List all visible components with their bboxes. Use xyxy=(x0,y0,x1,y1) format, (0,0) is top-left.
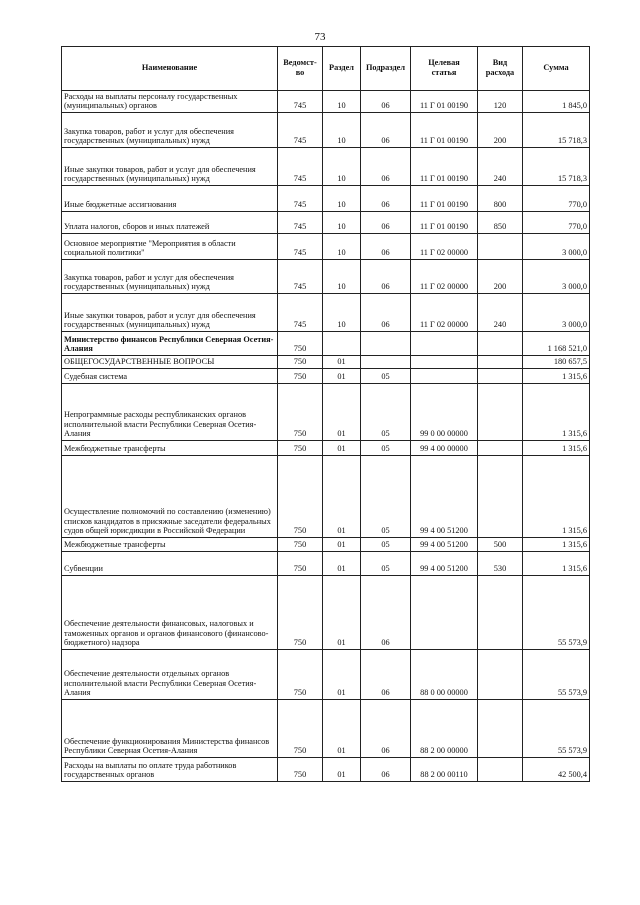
page-number: 73 xyxy=(314,31,326,43)
cell-sum: 1 315,6 xyxy=(523,538,590,552)
cell-subsection: 06 xyxy=(361,186,411,212)
header-sum: Сумма xyxy=(523,47,590,91)
cell-sum: 55 573,9 xyxy=(523,700,590,758)
cell-target: 99 4 00 51200 xyxy=(411,538,478,552)
cell-sum: 770,0 xyxy=(523,212,590,234)
cell-name: Иные закупки товаров, работ и услуг для обеспечения государственных (муниципальных) нужд xyxy=(62,294,278,332)
cell-name: Субвенции xyxy=(62,552,278,576)
cell-dept: 745 xyxy=(278,91,323,113)
table-row xyxy=(62,294,590,332)
cell-target: 11 Г 01 00190 xyxy=(411,186,478,212)
cell-dept: 750 xyxy=(278,576,323,650)
cell-section: 01 xyxy=(323,758,361,782)
cell-subsection: 06 xyxy=(361,576,411,650)
cell-dept: 750 xyxy=(278,384,323,441)
cell-section: 10 xyxy=(323,294,361,332)
cell-name: Закупка товаров, работ и услуг для обеспечения государственных (муниципальных) нужд xyxy=(62,260,278,294)
cell-target: 11 Г 02 00000 xyxy=(411,294,478,332)
cell-subsection: 06 xyxy=(361,234,411,260)
cell-kind: 240 xyxy=(478,148,523,186)
cell-target: 11 Г 02 00000 xyxy=(411,234,478,260)
table-row xyxy=(62,538,590,552)
cell-dept: 745 xyxy=(278,186,323,212)
cell-dept: 745 xyxy=(278,212,323,234)
header-name: Наименование xyxy=(62,47,278,91)
cell-name: Судебная система xyxy=(62,369,278,384)
cell-section: 01 xyxy=(323,552,361,576)
cell-kind xyxy=(478,356,523,369)
cell-section: 01 xyxy=(323,369,361,384)
cell-section: 10 xyxy=(323,91,361,113)
cell-section: 01 xyxy=(323,538,361,552)
cell-subsection: 05 xyxy=(361,538,411,552)
cell-subsection xyxy=(361,356,411,369)
cell-sum: 3 000,0 xyxy=(523,234,590,260)
cell-kind xyxy=(478,700,523,758)
cell-dept: 745 xyxy=(278,113,323,148)
cell-name: Межбюджетные трансферты xyxy=(62,441,278,456)
header-subsection: Подраздел xyxy=(361,47,411,91)
cell-name: Осуществление полномочий по составлению (изменению) списков кандидатов в присяжные заседатели федеральных судов общей юрисдикции в Российской Федерации xyxy=(62,456,278,538)
cell-subsection: 06 xyxy=(361,260,411,294)
cell-sum: 15 718,3 xyxy=(523,148,590,186)
cell-sum: 15 718,3 xyxy=(523,113,590,148)
table-row xyxy=(62,234,590,260)
cell-kind: 200 xyxy=(478,113,523,148)
cell-target: 11 Г 01 00190 xyxy=(411,212,478,234)
table-header-row xyxy=(62,47,590,91)
cell-section: 01 xyxy=(323,356,361,369)
cell-kind xyxy=(478,758,523,782)
cell-kind xyxy=(478,384,523,441)
cell-subsection: 06 xyxy=(361,212,411,234)
cell-subsection: 05 xyxy=(361,552,411,576)
header-section: Раздел xyxy=(323,47,361,91)
cell-dept: 750 xyxy=(278,552,323,576)
cell-kind xyxy=(478,234,523,260)
cell-target: 99 0 00 00000 xyxy=(411,384,478,441)
table-row xyxy=(62,212,590,234)
cell-dept: 745 xyxy=(278,234,323,260)
table-row xyxy=(62,369,590,384)
cell-sum: 1 315,6 xyxy=(523,441,590,456)
cell-name: Иные закупки товаров, работ и услуг для обеспечения государственных (муниципальных) нужд xyxy=(62,148,278,186)
table-row xyxy=(62,260,590,294)
cell-subsection: 06 xyxy=(361,650,411,700)
cell-dept: 750 xyxy=(278,650,323,700)
cell-sum: 55 573,9 xyxy=(523,650,590,700)
cell-target: 99 4 00 00000 xyxy=(411,441,478,456)
cell-sum: 1 845,0 xyxy=(523,91,590,113)
table-row xyxy=(62,700,590,758)
cell-target: 99 4 00 51200 xyxy=(411,552,478,576)
cell-target xyxy=(411,332,478,356)
cell-dept: 750 xyxy=(278,356,323,369)
cell-section: 10 xyxy=(323,212,361,234)
cell-sum: 55 573,9 xyxy=(523,576,590,650)
cell-target: 11 Г 02 00000 xyxy=(411,260,478,294)
cell-subsection: 05 xyxy=(361,441,411,456)
cell-dept: 750 xyxy=(278,456,323,538)
cell-sum: 1 168 521,0 xyxy=(523,332,590,356)
cell-sum: 180 657,5 xyxy=(523,356,590,369)
cell-target: 88 2 00 00110 xyxy=(411,758,478,782)
cell-subsection: 06 xyxy=(361,148,411,186)
cell-kind xyxy=(478,441,523,456)
cell-sum: 1 315,6 xyxy=(523,456,590,538)
cell-dept: 745 xyxy=(278,148,323,186)
cell-subsection: 06 xyxy=(361,113,411,148)
cell-section: 01 xyxy=(323,441,361,456)
table-row xyxy=(62,650,590,700)
cell-sum: 1 315,6 xyxy=(523,552,590,576)
cell-name: Расходы на выплаты по оплате труда работников государственных органов xyxy=(62,758,278,782)
table-row xyxy=(62,576,590,650)
cell-dept: 750 xyxy=(278,441,323,456)
cell-name: Непрограммные расходы республиканских органов исполнительной власти Республики Северная Осетия-Алания xyxy=(62,384,278,441)
cell-dept: 750 xyxy=(278,332,323,356)
cell-section xyxy=(323,332,361,356)
cell-kind: 530 xyxy=(478,552,523,576)
cell-section: 01 xyxy=(323,650,361,700)
table-row xyxy=(62,384,590,441)
table-row xyxy=(62,148,590,186)
cell-target: 88 2 00 00000 xyxy=(411,700,478,758)
cell-kind: 850 xyxy=(478,212,523,234)
table-row xyxy=(62,91,590,113)
cell-name: Закупка товаров, работ и услуг для обеспечения государственных (муниципальных) нужд xyxy=(62,113,278,148)
cell-target xyxy=(411,369,478,384)
cell-kind: 500 xyxy=(478,538,523,552)
cell-name: ОБЩЕГОСУДАРСТВЕННЫЕ ВОПРОСЫ xyxy=(62,356,278,369)
cell-target: 88 0 00 00000 xyxy=(411,650,478,700)
cell-subsection xyxy=(361,332,411,356)
cell-name: Министерство финансов Республики Северная Осетия-Алания xyxy=(62,332,278,356)
cell-kind: 200 xyxy=(478,260,523,294)
table-row xyxy=(62,186,590,212)
table-row xyxy=(62,332,590,356)
cell-dept: 750 xyxy=(278,758,323,782)
table-row xyxy=(62,552,590,576)
cell-name: Обеспечение функционирования Министерства финансов Республики Северная Осетия-Алания xyxy=(62,700,278,758)
cell-target xyxy=(411,356,478,369)
cell-sum: 1 315,6 xyxy=(523,384,590,441)
cell-section: 10 xyxy=(323,186,361,212)
table-row xyxy=(62,456,590,538)
cell-target: 11 Г 01 00190 xyxy=(411,113,478,148)
cell-target: 11 Г 01 00190 xyxy=(411,91,478,113)
cell-section: 10 xyxy=(323,148,361,186)
cell-kind xyxy=(478,332,523,356)
header-target: Целевая статья xyxy=(411,47,478,91)
cell-section: 10 xyxy=(323,113,361,148)
cell-section: 10 xyxy=(323,260,361,294)
table-row xyxy=(62,113,590,148)
cell-dept: 745 xyxy=(278,260,323,294)
table-row xyxy=(62,758,590,782)
cell-sum: 3 000,0 xyxy=(523,294,590,332)
cell-section: 10 xyxy=(323,234,361,260)
cell-subsection: 06 xyxy=(361,91,411,113)
cell-dept: 750 xyxy=(278,700,323,758)
cell-kind xyxy=(478,456,523,538)
cell-kind xyxy=(478,650,523,700)
cell-name: Обеспечение деятельности отдельных органов исполнительной власти Республики Северная Осетия-Алания xyxy=(62,650,278,700)
cell-sum: 3 000,0 xyxy=(523,260,590,294)
cell-subsection: 06 xyxy=(361,758,411,782)
cell-kind xyxy=(478,576,523,650)
cell-dept: 745 xyxy=(278,294,323,332)
cell-subsection: 06 xyxy=(361,294,411,332)
cell-target: 11 Г 01 00190 xyxy=(411,148,478,186)
cell-kind: 800 xyxy=(478,186,523,212)
cell-sum: 1 315,6 xyxy=(523,369,590,384)
cell-name: Обеспечение деятельности финансовых, налоговых и таможенных органов и органов финансового (финансово-бюджетного) надзора xyxy=(62,576,278,650)
cell-name: Уплата налогов, сборов и иных платежей xyxy=(62,212,278,234)
cell-name: Межбюджетные трансферты xyxy=(62,538,278,552)
cell-section: 01 xyxy=(323,456,361,538)
cell-sum: 42 500,4 xyxy=(523,758,590,782)
cell-name: Иные бюджетные ассигнования xyxy=(62,186,278,212)
cell-subsection: 06 xyxy=(361,700,411,758)
cell-kind: 240 xyxy=(478,294,523,332)
cell-kind xyxy=(478,369,523,384)
table-row xyxy=(62,356,590,369)
cell-section: 01 xyxy=(323,384,361,441)
cell-dept: 750 xyxy=(278,538,323,552)
cell-dept: 750 xyxy=(278,369,323,384)
cell-kind: 120 xyxy=(478,91,523,113)
header-kind: Вид расхода xyxy=(478,47,523,91)
cell-subsection: 05 xyxy=(361,456,411,538)
budget-table xyxy=(61,46,590,782)
cell-sum: 770,0 xyxy=(523,186,590,212)
cell-target xyxy=(411,576,478,650)
cell-target: 99 4 00 51200 xyxy=(411,456,478,538)
table-body xyxy=(62,91,590,782)
cell-name: Расходы на выплаты персоналу государственных (муниципальных) органов xyxy=(62,91,278,113)
cell-subsection: 05 xyxy=(361,384,411,441)
cell-section: 01 xyxy=(323,700,361,758)
table-row xyxy=(62,441,590,456)
cell-section: 01 xyxy=(323,576,361,650)
cell-name: Основное мероприятие "Мероприятия в области социальной политики" xyxy=(62,234,278,260)
header-dept: Ведомст- во xyxy=(278,47,323,91)
cell-subsection: 05 xyxy=(361,369,411,384)
